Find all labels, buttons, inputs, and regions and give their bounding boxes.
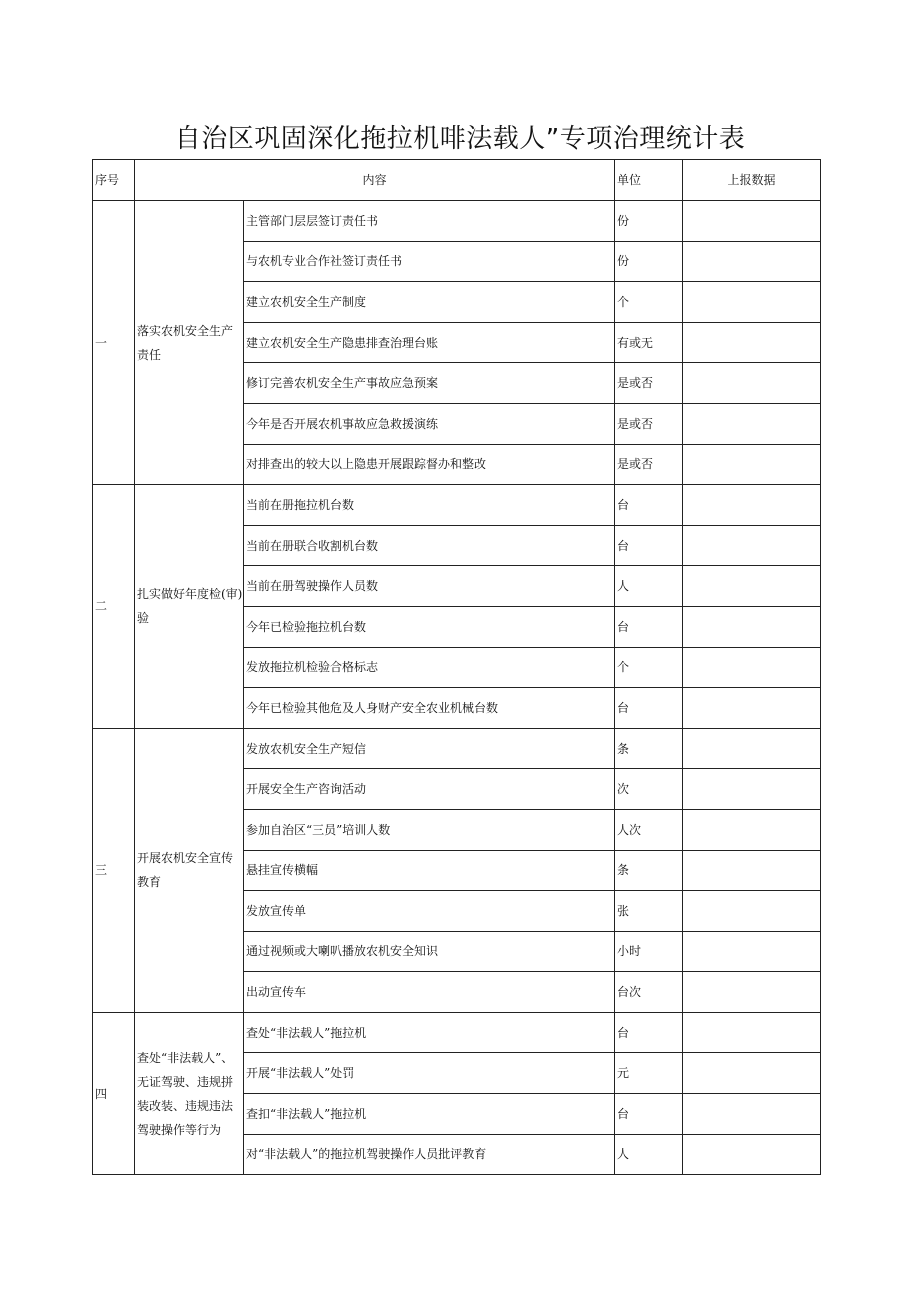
item-unit: 份: [615, 201, 683, 242]
section-index: 三: [93, 728, 135, 1012]
item-report-value[interactable]: [683, 1134, 821, 1175]
item-content: 出动宣传车: [244, 972, 615, 1013]
item-content: 查扣“非法载人”拖拉机: [244, 1094, 615, 1135]
header-data: 上报数据: [683, 160, 821, 201]
item-unit: 台: [615, 485, 683, 526]
item-content: 发放宣传单: [244, 891, 615, 932]
item-unit: 张: [615, 891, 683, 932]
item-unit: 是或否: [615, 444, 683, 485]
item-content: 参加自治区“三员”培训人数: [244, 809, 615, 850]
page-title: 自治区巩固深化拖拉机啡法载人”专项治理统计表: [174, 124, 746, 154]
item-report-value[interactable]: [683, 282, 821, 323]
item-unit: 台: [615, 1012, 683, 1053]
item-report-value[interactable]: [683, 201, 821, 242]
item-report-value[interactable]: [683, 363, 821, 404]
item-content: 对排查出的较大以上隐患开展跟踪督办和整改: [244, 444, 615, 485]
item-unit: 小时: [615, 931, 683, 972]
item-report-value[interactable]: [683, 891, 821, 932]
item-content: 当前在册联合收割机台数: [244, 525, 615, 566]
item-unit: 份: [615, 241, 683, 282]
item-report-value[interactable]: [683, 566, 821, 607]
statistics-table: [92, 159, 821, 1175]
table-row: [93, 728, 821, 769]
item-report-value[interactable]: [683, 322, 821, 363]
table-header-row: [93, 160, 821, 201]
item-content: 主管部门层层签订责任书: [244, 201, 615, 242]
item-report-value[interactable]: [683, 485, 821, 526]
item-unit: 是或否: [615, 403, 683, 444]
table-row: [93, 485, 821, 526]
item-unit: 有或无: [615, 322, 683, 363]
item-unit: 是或否: [615, 363, 683, 404]
item-content: 当前在册驾驶操作人员数: [244, 566, 615, 607]
header-index: 序号: [93, 160, 135, 201]
item-report-value[interactable]: [683, 241, 821, 282]
item-content: 建立农机安全生产制度: [244, 282, 615, 323]
table-row: [93, 1012, 821, 1053]
item-unit: 次: [615, 769, 683, 810]
item-unit: 个: [615, 647, 683, 688]
item-report-value[interactable]: [683, 525, 821, 566]
item-report-value[interactable]: [683, 444, 821, 485]
section-index: 二: [93, 485, 135, 729]
section-index: 一: [93, 201, 135, 485]
item-unit: 个: [615, 282, 683, 323]
item-unit: 元: [615, 1053, 683, 1094]
item-report-value[interactable]: [683, 728, 821, 769]
item-report-value[interactable]: [683, 1053, 821, 1094]
item-unit: 人: [615, 1134, 683, 1175]
item-content: 开展安全生产咨询活动: [244, 769, 615, 810]
item-content: 发放农机安全生产短信: [244, 728, 615, 769]
item-unit: 台: [615, 525, 683, 566]
item-report-value[interactable]: [683, 769, 821, 810]
item-content: 当前在册拖拉机台数: [244, 485, 615, 526]
section-category: 查处“非法载人”、无证驾驶、违规拼装改装、违规违法驾驶操作等行为: [135, 1012, 244, 1174]
section-category: 开展农机安全宣传教育: [135, 728, 244, 1012]
item-unit: 人次: [615, 809, 683, 850]
item-report-value[interactable]: [683, 809, 821, 850]
item-report-value[interactable]: [683, 972, 821, 1013]
item-content: 查处“非法载人”拖拉机: [244, 1012, 615, 1053]
item-unit: 台: [615, 1094, 683, 1135]
section-category: 落实农机安全生产责任: [135, 201, 244, 485]
item-unit: 台: [615, 606, 683, 647]
item-content: 通过视频或大喇叭播放农机安全知识: [244, 931, 615, 972]
item-report-value[interactable]: [683, 850, 821, 891]
item-content: 开展“非法载人”处罚: [244, 1053, 615, 1094]
item-content: 对“非法载人”的拖拉机驾驶操作人员批评教育: [244, 1134, 615, 1175]
item-content: 悬挂宣传横幅: [244, 850, 615, 891]
item-content: 修订完善农机安全生产事故应急预案: [244, 363, 615, 404]
header-content: 内容: [135, 160, 615, 201]
item-report-value[interactable]: [683, 403, 821, 444]
item-report-value[interactable]: [683, 688, 821, 729]
header-unit: 单位: [615, 160, 683, 201]
item-content: 今年已检验其他危及人身财产安全农业机械台数: [244, 688, 615, 729]
item-report-value[interactable]: [683, 606, 821, 647]
item-unit: 条: [615, 850, 683, 891]
item-content: 与农机专业合作社签订责任书: [244, 241, 615, 282]
item-unit: 台次: [615, 972, 683, 1013]
table-row: [93, 201, 821, 242]
item-report-value[interactable]: [683, 1094, 821, 1135]
item-unit: 人: [615, 566, 683, 607]
item-unit: 台: [615, 688, 683, 729]
item-unit: 条: [615, 728, 683, 769]
section-index: 四: [93, 1012, 135, 1174]
item-content: 发放拖拉机检验合格标志: [244, 647, 615, 688]
section-category: 扎实做好年度检(审)验: [135, 485, 244, 729]
item-report-value[interactable]: [683, 647, 821, 688]
item-content: 今年是否开展农机事故应急救援演练: [244, 403, 615, 444]
item-content: 建立农机安全生产隐患排查治理台账: [244, 322, 615, 363]
item-report-value[interactable]: [683, 1012, 821, 1053]
item-report-value[interactable]: [683, 931, 821, 972]
item-content: 今年已检验拖拉机台数: [244, 606, 615, 647]
